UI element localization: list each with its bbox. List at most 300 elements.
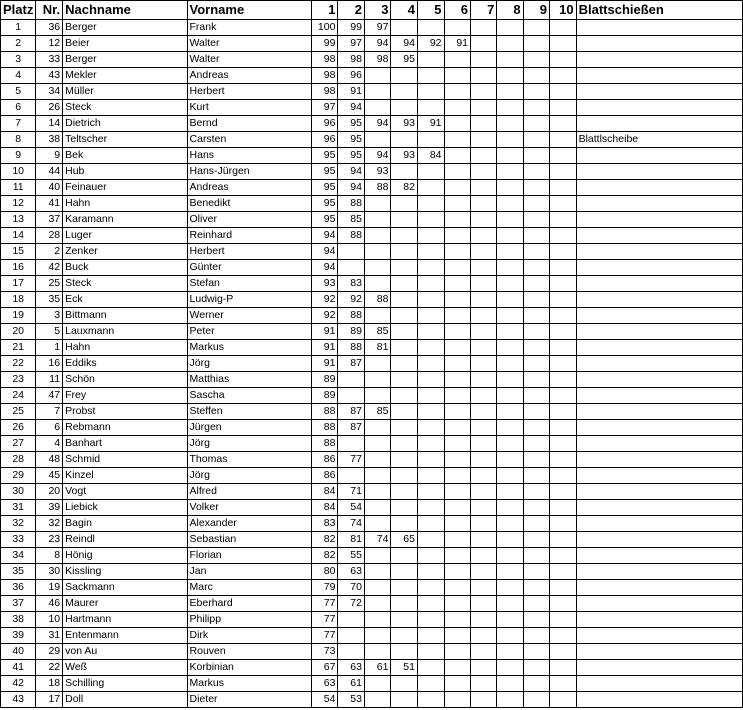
nr-cell: 2 — [36, 244, 63, 260]
nr-cell: 9 — [36, 148, 63, 164]
score-cell-round-1: 77 — [311, 612, 338, 628]
blatt-cell — [576, 260, 742, 276]
score-cell-round-2: 94 — [338, 100, 365, 116]
score-cell-round-5 — [417, 52, 444, 68]
score-cell-round-7 — [471, 452, 497, 468]
score-cell-round-3: 94 — [364, 36, 391, 52]
score-cell-round-8 — [497, 100, 523, 116]
header-round-9: 9 — [523, 1, 549, 20]
vorname-cell: Benedikt — [187, 196, 311, 212]
score-cell-round-3 — [364, 84, 391, 100]
score-cell-round-9 — [523, 20, 549, 36]
header-round-4: 4 — [391, 1, 418, 20]
nr-cell: 8 — [36, 548, 63, 564]
score-cell-round-6 — [444, 196, 471, 212]
score-cell-round-10 — [549, 260, 576, 276]
blatt-cell — [576, 580, 742, 596]
score-cell-round-5 — [417, 420, 444, 436]
score-cell-round-9 — [523, 372, 549, 388]
score-cell-round-7 — [471, 292, 497, 308]
score-cell-round-3 — [364, 68, 391, 84]
vorname-cell: Sebastian — [187, 532, 311, 548]
vorname-cell: Oliver — [187, 212, 311, 228]
score-cell-round-7 — [471, 500, 497, 516]
table-row — [1, 132, 743, 148]
score-cell-round-1: 91 — [311, 340, 338, 356]
score-cell-round-1: 96 — [311, 132, 338, 148]
score-cell-round-2: 87 — [338, 404, 365, 420]
score-cell-round-10 — [549, 356, 576, 372]
score-cell-round-4 — [391, 84, 418, 100]
platz-cell: 18 — [1, 292, 36, 308]
blatt-cell: Blattlscheibe — [576, 132, 742, 148]
score-cell-round-3 — [364, 244, 391, 260]
score-cell-round-8 — [497, 260, 523, 276]
vorname-cell: Walter — [187, 52, 311, 68]
score-cell-round-6 — [444, 292, 471, 308]
score-cell-round-8 — [497, 52, 523, 68]
score-cell-round-3 — [364, 260, 391, 276]
header-row — [1, 1, 743, 20]
score-cell-round-4 — [391, 420, 418, 436]
score-cell-round-2: 95 — [338, 148, 365, 164]
score-cell-round-5 — [417, 484, 444, 500]
score-cell-round-8 — [497, 516, 523, 532]
blatt-cell — [576, 84, 742, 100]
score-cell-round-4 — [391, 404, 418, 420]
platz-cell: 30 — [1, 484, 36, 500]
nr-cell: 3 — [36, 308, 63, 324]
score-cell-round-7 — [471, 84, 497, 100]
nachname-cell: Bagin — [63, 516, 187, 532]
score-cell-round-5 — [417, 436, 444, 452]
vorname-cell: Walter — [187, 36, 311, 52]
nachname-cell: Maurer — [63, 596, 187, 612]
platz-cell: 31 — [1, 500, 36, 516]
score-cell-round-7 — [471, 644, 497, 660]
score-cell-round-7 — [471, 516, 497, 532]
score-cell-round-4 — [391, 548, 418, 564]
score-cell-round-6 — [444, 84, 471, 100]
score-cell-round-5 — [417, 500, 444, 516]
platz-cell: 19 — [1, 308, 36, 324]
blatt-cell — [576, 180, 742, 196]
score-cell-round-2: 72 — [338, 596, 365, 612]
blatt-cell — [576, 340, 742, 356]
score-cell-round-6 — [444, 388, 471, 404]
blatt-cell — [576, 36, 742, 52]
platz-cell: 11 — [1, 180, 36, 196]
header-round-6: 6 — [444, 1, 471, 20]
score-cell-round-4 — [391, 292, 418, 308]
vorname-cell: Thomas — [187, 452, 311, 468]
table-row — [1, 164, 743, 180]
blatt-cell — [576, 500, 742, 516]
score-cell-round-4 — [391, 436, 418, 452]
score-cell-round-1: 86 — [311, 468, 338, 484]
nr-cell: 12 — [36, 36, 63, 52]
score-cell-round-7 — [471, 100, 497, 116]
score-cell-round-8 — [497, 676, 523, 692]
score-cell-round-6 — [444, 260, 471, 276]
score-cell-round-10 — [549, 116, 576, 132]
score-cell-round-6 — [444, 564, 471, 580]
score-cell-round-8 — [497, 420, 523, 436]
score-cell-round-6 — [444, 692, 471, 708]
vorname-cell: Dirk — [187, 628, 311, 644]
vorname-cell: Herbert — [187, 84, 311, 100]
nr-cell: 36 — [36, 20, 63, 36]
score-cell-round-10 — [549, 196, 576, 212]
score-cell-round-9 — [523, 212, 549, 228]
nachname-cell: Bittmann — [63, 308, 187, 324]
score-cell-round-9 — [523, 660, 549, 676]
header-round-1: 1 — [311, 1, 338, 20]
score-cell-round-1: 84 — [311, 500, 338, 516]
blatt-cell — [576, 692, 742, 708]
nachname-cell: Hönig — [63, 548, 187, 564]
score-cell-round-10 — [549, 36, 576, 52]
score-cell-round-10 — [549, 676, 576, 692]
score-cell-round-5: 92 — [417, 36, 444, 52]
nr-cell: 44 — [36, 164, 63, 180]
score-cell-round-3 — [364, 484, 391, 500]
score-cell-round-2: 63 — [338, 564, 365, 580]
blatt-cell — [576, 228, 742, 244]
score-cell-round-2: 55 — [338, 548, 365, 564]
table-row — [1, 436, 743, 452]
score-cell-round-9 — [523, 196, 549, 212]
score-cell-round-3: 97 — [364, 20, 391, 36]
nr-cell: 1 — [36, 340, 63, 356]
blatt-cell — [576, 628, 742, 644]
score-cell-round-8 — [497, 340, 523, 356]
nr-cell: 18 — [36, 676, 63, 692]
score-cell-round-8 — [497, 596, 523, 612]
score-cell-round-10 — [549, 308, 576, 324]
score-cell-round-2 — [338, 388, 365, 404]
platz-cell: 8 — [1, 132, 36, 148]
nr-cell: 45 — [36, 468, 63, 484]
table-row — [1, 516, 743, 532]
blatt-cell — [576, 532, 742, 548]
score-cell-round-4 — [391, 212, 418, 228]
score-cell-round-6 — [444, 228, 471, 244]
score-cell-round-7 — [471, 164, 497, 180]
score-cell-round-5 — [417, 100, 444, 116]
nachname-cell: Sackmann — [63, 580, 187, 596]
score-cell-round-8 — [497, 452, 523, 468]
score-cell-round-2 — [338, 644, 365, 660]
score-cell-round-5 — [417, 180, 444, 196]
nachname-cell: Schmid — [63, 452, 187, 468]
score-cell-round-7 — [471, 36, 497, 52]
score-cell-round-10 — [549, 436, 576, 452]
score-cell-round-8 — [497, 612, 523, 628]
score-cell-round-7 — [471, 20, 497, 36]
nachname-cell: Schön — [63, 372, 187, 388]
score-cell-round-10 — [549, 100, 576, 116]
score-cell-round-3 — [364, 100, 391, 116]
score-cell-round-9 — [523, 452, 549, 468]
score-cell-round-8 — [497, 548, 523, 564]
vorname-cell: Peter — [187, 324, 311, 340]
platz-cell: 38 — [1, 612, 36, 628]
table-row — [1, 660, 743, 676]
score-cell-round-7 — [471, 228, 497, 244]
vorname-cell: Ludwig-P — [187, 292, 311, 308]
table-row — [1, 468, 743, 484]
vorname-cell: Herbert — [187, 244, 311, 260]
score-cell-round-9 — [523, 260, 549, 276]
platz-cell: 3 — [1, 52, 36, 68]
score-cell-round-9 — [523, 564, 549, 580]
platz-cell: 25 — [1, 404, 36, 420]
vorname-cell: Hans-Jürgen — [187, 164, 311, 180]
blatt-cell — [576, 452, 742, 468]
platz-cell: 7 — [1, 116, 36, 132]
blatt-cell — [576, 548, 742, 564]
blatt-cell — [576, 436, 742, 452]
score-cell-round-6 — [444, 596, 471, 612]
score-cell-round-6 — [444, 660, 471, 676]
score-cell-round-1: 80 — [311, 564, 338, 580]
nachname-cell: Hartmann — [63, 612, 187, 628]
nachname-cell: Steck — [63, 100, 187, 116]
score-cell-round-10 — [549, 548, 576, 564]
score-cell-round-1: 77 — [311, 628, 338, 644]
score-cell-round-4 — [391, 452, 418, 468]
score-cell-round-2: 70 — [338, 580, 365, 596]
score-cell-round-6 — [444, 420, 471, 436]
score-cell-round-5 — [417, 644, 444, 660]
platz-cell: 12 — [1, 196, 36, 212]
platz-cell: 4 — [1, 68, 36, 84]
blatt-cell — [576, 564, 742, 580]
blatt-cell — [576, 276, 742, 292]
table-row — [1, 260, 743, 276]
score-cell-round-2: 74 — [338, 516, 365, 532]
score-cell-round-7 — [471, 484, 497, 500]
nr-cell: 47 — [36, 388, 63, 404]
score-cell-round-9 — [523, 404, 549, 420]
platz-cell: 43 — [1, 692, 36, 708]
nr-cell: 14 — [36, 116, 63, 132]
blatt-cell — [576, 324, 742, 340]
score-cell-round-10 — [549, 180, 576, 196]
platz-cell: 41 — [1, 660, 36, 676]
score-cell-round-5 — [417, 596, 444, 612]
platz-cell: 6 — [1, 100, 36, 116]
score-cell-round-7 — [471, 244, 497, 260]
score-cell-round-4 — [391, 372, 418, 388]
score-cell-round-3 — [364, 308, 391, 324]
platz-cell: 32 — [1, 516, 36, 532]
score-cell-round-4 — [391, 100, 418, 116]
score-cell-round-10 — [549, 468, 576, 484]
score-cell-round-4 — [391, 308, 418, 324]
score-cell-round-1: 95 — [311, 148, 338, 164]
blatt-cell — [576, 372, 742, 388]
score-cell-round-6 — [444, 340, 471, 356]
score-cell-round-2: 95 — [338, 132, 365, 148]
score-cell-round-10 — [549, 340, 576, 356]
score-cell-round-3 — [364, 500, 391, 516]
score-cell-round-1: 99 — [311, 36, 338, 52]
score-cell-round-8 — [497, 276, 523, 292]
score-cell-round-7 — [471, 276, 497, 292]
platz-cell: 16 — [1, 260, 36, 276]
score-cell-round-4 — [391, 516, 418, 532]
score-cell-round-6 — [444, 548, 471, 564]
score-cell-round-7 — [471, 132, 497, 148]
blatt-cell — [576, 52, 742, 68]
header-round-8: 8 — [497, 1, 523, 20]
score-cell-round-7 — [471, 52, 497, 68]
score-cell-round-9 — [523, 612, 549, 628]
score-cell-round-6 — [444, 372, 471, 388]
header-round-3: 3 — [364, 1, 391, 20]
blatt-cell — [576, 116, 742, 132]
score-cell-round-4 — [391, 484, 418, 500]
table-row — [1, 84, 743, 100]
score-cell-round-10 — [549, 52, 576, 68]
score-cell-round-7 — [471, 180, 497, 196]
platz-cell: 27 — [1, 436, 36, 452]
score-cell-round-1: 79 — [311, 580, 338, 596]
score-cell-round-5 — [417, 548, 444, 564]
blatt-cell — [576, 212, 742, 228]
score-cell-round-9 — [523, 420, 549, 436]
table-row — [1, 36, 743, 52]
blatt-cell — [576, 596, 742, 612]
vorname-cell: Frank — [187, 20, 311, 36]
score-cell-round-9 — [523, 228, 549, 244]
header-platz: Platz — [1, 1, 36, 20]
score-cell-round-4: 51 — [391, 660, 418, 676]
score-cell-round-4: 93 — [391, 148, 418, 164]
vorname-cell: Korbinian — [187, 660, 311, 676]
score-cell-round-9 — [523, 436, 549, 452]
nachname-cell: Hub — [63, 164, 187, 180]
nr-cell: 43 — [36, 68, 63, 84]
platz-cell: 13 — [1, 212, 36, 228]
score-cell-round-3 — [364, 452, 391, 468]
score-cell-round-8 — [497, 388, 523, 404]
score-cell-round-6 — [444, 276, 471, 292]
score-cell-round-5 — [417, 388, 444, 404]
platz-cell: 20 — [1, 324, 36, 340]
score-cell-round-6 — [444, 100, 471, 116]
score-cell-round-4 — [391, 468, 418, 484]
table-row — [1, 564, 743, 580]
nachname-cell: Müller — [63, 84, 187, 100]
score-cell-round-3 — [364, 612, 391, 628]
score-cell-round-9 — [523, 484, 549, 500]
score-cell-round-1: 91 — [311, 356, 338, 372]
score-cell-round-1: 92 — [311, 308, 338, 324]
score-cell-round-6 — [444, 324, 471, 340]
score-cell-round-3: 93 — [364, 164, 391, 180]
score-cell-round-7 — [471, 420, 497, 436]
score-cell-round-2: 85 — [338, 212, 365, 228]
nachname-cell: Eddiks — [63, 356, 187, 372]
score-cell-round-8 — [497, 164, 523, 180]
score-cell-round-3 — [364, 564, 391, 580]
score-cell-round-7 — [471, 148, 497, 164]
score-cell-round-8 — [497, 84, 523, 100]
score-cell-round-1: 63 — [311, 676, 338, 692]
vorname-cell: Markus — [187, 340, 311, 356]
score-cell-round-3: 94 — [364, 148, 391, 164]
score-cell-round-3: 85 — [364, 324, 391, 340]
score-cell-round-10 — [549, 580, 576, 596]
blatt-cell — [576, 676, 742, 692]
score-cell-round-7 — [471, 548, 497, 564]
score-cell-round-1: 89 — [311, 388, 338, 404]
score-cell-round-3: 61 — [364, 660, 391, 676]
score-cell-round-1: 98 — [311, 84, 338, 100]
score-cell-round-5 — [417, 212, 444, 228]
score-cell-round-3 — [364, 276, 391, 292]
table-row — [1, 500, 743, 516]
score-cell-round-4: 82 — [391, 180, 418, 196]
vorname-cell: Volker — [187, 500, 311, 516]
score-cell-round-10 — [549, 420, 576, 436]
score-cell-round-1: 95 — [311, 180, 338, 196]
score-cell-round-3: 85 — [364, 404, 391, 420]
score-cell-round-7 — [471, 676, 497, 692]
score-cell-round-7 — [471, 308, 497, 324]
score-cell-round-6 — [444, 52, 471, 68]
score-cell-round-1: 82 — [311, 548, 338, 564]
score-cell-round-9 — [523, 308, 549, 324]
score-cell-round-7 — [471, 356, 497, 372]
blatt-cell — [576, 468, 742, 484]
score-cell-round-10 — [549, 132, 576, 148]
score-cell-round-6 — [444, 164, 471, 180]
platz-cell: 22 — [1, 356, 36, 372]
score-cell-round-6 — [444, 356, 471, 372]
vorname-cell: Günter — [187, 260, 311, 276]
score-cell-round-5 — [417, 228, 444, 244]
score-cell-round-8 — [497, 132, 523, 148]
score-cell-round-2: 98 — [338, 52, 365, 68]
nr-cell: 5 — [36, 324, 63, 340]
score-cell-round-10 — [549, 500, 576, 516]
score-cell-round-2 — [338, 244, 365, 260]
score-cell-round-8 — [497, 196, 523, 212]
score-cell-round-8 — [497, 532, 523, 548]
score-cell-round-4 — [391, 580, 418, 596]
score-cell-round-6 — [444, 68, 471, 84]
nachname-cell: Rebmann — [63, 420, 187, 436]
score-cell-round-4 — [391, 244, 418, 260]
score-cell-round-8 — [497, 484, 523, 500]
score-cell-round-5 — [417, 692, 444, 708]
header-round-2: 2 — [338, 1, 365, 20]
nr-cell: 39 — [36, 500, 63, 516]
header-blattschiessen: Blattschießen — [576, 1, 742, 20]
score-cell-round-8 — [497, 244, 523, 260]
score-cell-round-3: 74 — [364, 532, 391, 548]
nr-cell: 17 — [36, 692, 63, 708]
nr-cell: 40 — [36, 180, 63, 196]
score-cell-round-10 — [549, 628, 576, 644]
score-cell-round-4: 94 — [391, 36, 418, 52]
score-cell-round-9 — [523, 356, 549, 372]
vorname-cell: Alfred — [187, 484, 311, 500]
